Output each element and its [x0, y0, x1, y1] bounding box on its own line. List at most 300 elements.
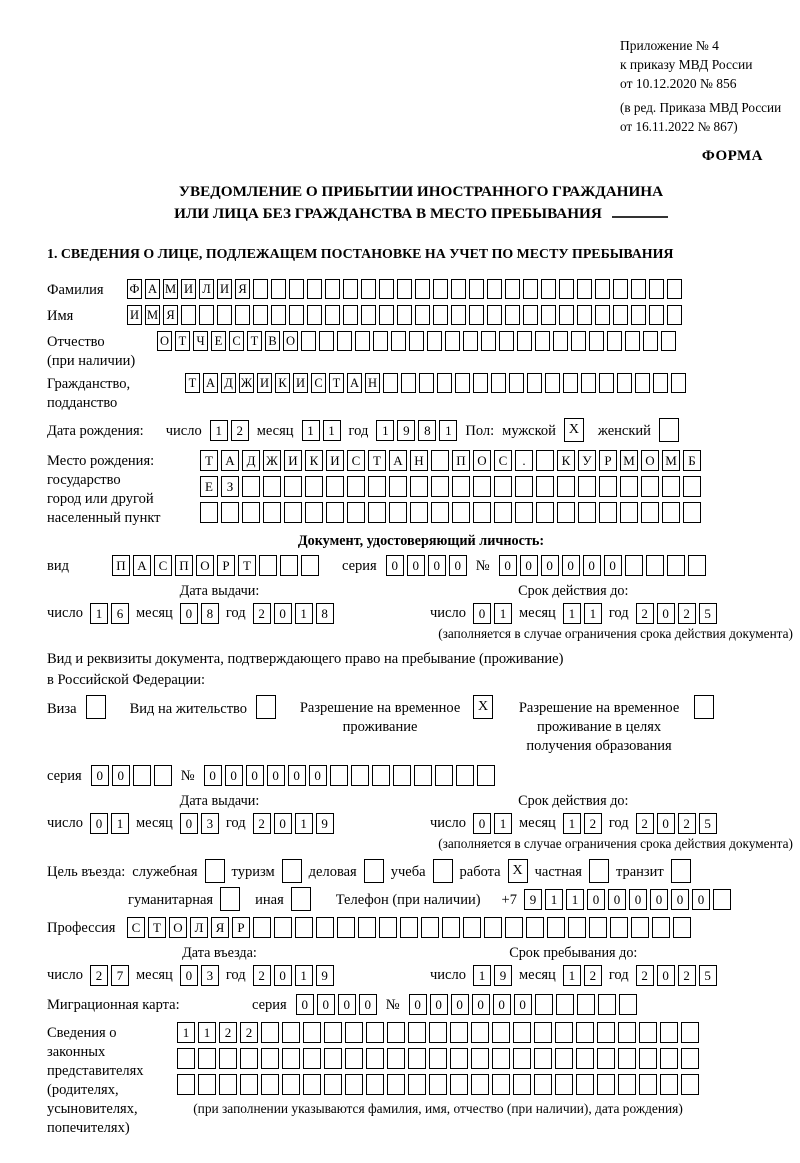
char-cell[interactable]: 2 [90, 965, 108, 986]
char-cell[interactable] [641, 476, 659, 497]
char-cell[interactable]: Р [217, 555, 235, 576]
char-cell[interactable] [319, 331, 334, 351]
char-cell[interactable] [429, 1074, 447, 1095]
char-cell[interactable] [499, 331, 514, 351]
gender-female-checkbox[interactable] [659, 418, 679, 442]
char-cell[interactable] [345, 1048, 363, 1069]
char-cell[interactable] [523, 279, 538, 299]
char-cell[interactable] [282, 1022, 300, 1043]
char-cell[interactable] [445, 331, 460, 351]
char-cell[interactable] [653, 373, 668, 393]
char-cell[interactable]: 2 [253, 965, 271, 986]
char-cell[interactable] [326, 502, 344, 523]
char-cell[interactable] [368, 502, 386, 523]
char-cell[interactable] [450, 1074, 468, 1095]
char-cell[interactable] [261, 1074, 279, 1095]
char-cell[interactable]: А [221, 450, 239, 471]
char-cell[interactable] [620, 502, 638, 523]
char-cell[interactable] [523, 305, 538, 325]
char-cell[interactable] [387, 1048, 405, 1069]
char-cell[interactable] [414, 765, 432, 786]
char-cell[interactable] [198, 1074, 216, 1095]
char-cell[interactable]: М [163, 279, 178, 299]
char-cell[interactable] [509, 373, 524, 393]
char-cell[interactable]: 0 [338, 994, 356, 1015]
purpose-other-checkbox[interactable] [291, 887, 311, 911]
char-cell[interactable]: 1 [302, 420, 320, 441]
char-cell[interactable] [397, 279, 412, 299]
char-cell[interactable] [433, 279, 448, 299]
char-cell[interactable]: 8 [201, 603, 219, 624]
char-cell[interactable] [652, 917, 670, 938]
char-cell[interactable] [242, 502, 260, 523]
char-cell[interactable]: 6 [111, 603, 129, 624]
char-cell[interactable]: О [169, 917, 187, 938]
char-cell[interactable] [618, 1022, 636, 1043]
char-cell[interactable] [555, 1048, 573, 1069]
char-cell[interactable]: 0 [608, 889, 626, 910]
char-cell[interactable]: 0 [274, 965, 292, 986]
char-cell[interactable]: Т [148, 917, 166, 938]
char-cell[interactable] [284, 476, 302, 497]
char-cell[interactable] [372, 765, 390, 786]
char-cell[interactable] [618, 1074, 636, 1095]
char-cell[interactable] [683, 476, 701, 497]
char-cell[interactable]: 1 [295, 603, 313, 624]
char-cell[interactable]: О [196, 555, 214, 576]
char-cell[interactable]: 1 [111, 813, 129, 834]
char-cell[interactable] [345, 1074, 363, 1095]
char-cell[interactable]: Ф [127, 279, 142, 299]
char-cell[interactable] [491, 373, 506, 393]
char-cell[interactable]: 3 [201, 813, 219, 834]
char-cell[interactable] [576, 1022, 594, 1043]
char-cell[interactable] [713, 889, 731, 910]
char-cell[interactable] [559, 305, 574, 325]
char-cell[interactable] [345, 1022, 363, 1043]
purpose-business-checkbox[interactable] [364, 859, 384, 883]
char-cell[interactable]: М [620, 450, 638, 471]
char-cell[interactable] [487, 305, 502, 325]
char-cell[interactable] [667, 555, 685, 576]
char-cell[interactable] [355, 331, 370, 351]
char-cell[interactable] [421, 917, 439, 938]
char-cell[interactable]: 0 [473, 603, 491, 624]
char-cell[interactable] [305, 476, 323, 497]
char-cell[interactable]: М [662, 450, 680, 471]
char-cell[interactable]: О [473, 450, 491, 471]
char-cell[interactable] [681, 1022, 699, 1043]
char-cell[interactable]: 0 [274, 813, 292, 834]
char-cell[interactable]: 0 [562, 555, 580, 576]
char-cell[interactable]: 2 [636, 813, 654, 834]
char-cell[interactable]: 5 [699, 813, 717, 834]
char-cell[interactable]: 1 [563, 965, 581, 986]
purpose-private-checkbox[interactable] [589, 859, 609, 883]
purpose-official-checkbox[interactable] [205, 859, 225, 883]
char-cell[interactable] [379, 279, 394, 299]
char-cell[interactable] [393, 765, 411, 786]
char-cell[interactable]: П [175, 555, 193, 576]
char-cell[interactable] [295, 917, 313, 938]
char-cell[interactable]: 0 [317, 994, 335, 1015]
char-cell[interactable] [557, 502, 575, 523]
char-cell[interactable] [610, 917, 628, 938]
char-cell[interactable] [429, 1048, 447, 1069]
char-cell[interactable]: Р [232, 917, 250, 938]
char-cell[interactable]: И [217, 279, 232, 299]
char-cell[interactable]: Ж [239, 373, 254, 393]
char-cell[interactable] [433, 305, 448, 325]
char-cell[interactable] [200, 502, 218, 523]
char-cell[interactable]: А [203, 373, 218, 393]
purpose-tourism-checkbox[interactable] [282, 859, 302, 883]
char-cell[interactable]: 2 [678, 603, 696, 624]
char-cell[interactable] [451, 279, 466, 299]
char-cell[interactable] [253, 305, 268, 325]
char-cell[interactable] [492, 1022, 510, 1043]
char-cell[interactable]: Т [247, 331, 262, 351]
char-cell[interactable]: 0 [629, 889, 647, 910]
char-cell[interactable] [625, 331, 640, 351]
char-cell[interactable] [581, 373, 596, 393]
residence-permit-checkbox[interactable] [256, 695, 276, 719]
char-cell[interactable] [373, 331, 388, 351]
char-cell[interactable] [271, 305, 286, 325]
gender-male-checkbox[interactable]: X [564, 418, 584, 442]
char-cell[interactable] [688, 555, 706, 576]
char-cell[interactable]: 1 [90, 603, 108, 624]
char-cell[interactable] [361, 305, 376, 325]
char-cell[interactable] [242, 476, 260, 497]
char-cell[interactable] [547, 917, 565, 938]
char-cell[interactable] [361, 279, 376, 299]
char-cell[interactable] [368, 476, 386, 497]
char-cell[interactable] [534, 1074, 552, 1095]
char-cell[interactable] [597, 1074, 615, 1095]
char-cell[interactable] [617, 373, 632, 393]
char-cell[interactable] [660, 1048, 678, 1069]
char-cell[interactable]: 1 [295, 813, 313, 834]
char-cell[interactable]: 1 [566, 889, 584, 910]
char-cell[interactable] [463, 331, 478, 351]
char-cell[interactable]: 0 [246, 765, 264, 786]
char-cell[interactable] [631, 917, 649, 938]
char-cell[interactable] [505, 305, 520, 325]
char-cell[interactable] [240, 1048, 258, 1069]
char-cell[interactable]: 0 [428, 555, 446, 576]
char-cell[interactable] [536, 476, 554, 497]
char-cell[interactable] [545, 373, 560, 393]
char-cell[interactable] [487, 279, 502, 299]
visa-checkbox[interactable] [86, 695, 106, 719]
char-cell[interactable] [289, 305, 304, 325]
char-cell[interactable]: 5 [699, 965, 717, 986]
char-cell[interactable] [379, 305, 394, 325]
char-cell[interactable]: 0 [180, 965, 198, 986]
char-cell[interactable]: 0 [650, 889, 668, 910]
char-cell[interactable]: 0 [541, 555, 559, 576]
char-cell[interactable]: 0 [671, 889, 689, 910]
char-cell[interactable] [305, 502, 323, 523]
char-cell[interactable]: 9 [494, 965, 512, 986]
char-cell[interactable] [177, 1074, 195, 1095]
char-cell[interactable]: М [145, 305, 160, 325]
char-cell[interactable] [667, 305, 682, 325]
char-cell[interactable] [536, 502, 554, 523]
temp-residence-edu-checkbox[interactable] [694, 695, 714, 719]
char-cell[interactable] [431, 476, 449, 497]
char-cell[interactable]: 2 [219, 1022, 237, 1043]
char-cell[interactable] [366, 1048, 384, 1069]
char-cell[interactable]: 0 [309, 765, 327, 786]
char-cell[interactable] [471, 1048, 489, 1069]
char-cell[interactable] [391, 331, 406, 351]
char-cell[interactable] [307, 279, 322, 299]
char-cell[interactable] [613, 279, 628, 299]
char-cell[interactable] [599, 476, 617, 497]
char-cell[interactable]: О [283, 331, 298, 351]
char-cell[interactable]: 2 [240, 1022, 258, 1043]
char-cell[interactable] [492, 1074, 510, 1095]
char-cell[interactable]: 5 [699, 603, 717, 624]
char-cell[interactable] [556, 994, 574, 1015]
char-cell[interactable] [673, 917, 691, 938]
char-cell[interactable] [219, 1048, 237, 1069]
char-cell[interactable] [450, 1022, 468, 1043]
char-cell[interactable]: А [133, 555, 151, 576]
char-cell[interactable] [427, 331, 442, 351]
char-cell[interactable] [571, 331, 586, 351]
char-cell[interactable]: 9 [316, 965, 334, 986]
char-cell[interactable]: С [229, 331, 244, 351]
char-cell[interactable] [639, 1048, 657, 1069]
char-cell[interactable]: Т [329, 373, 344, 393]
char-cell[interactable] [635, 373, 650, 393]
char-cell[interactable] [177, 1048, 195, 1069]
char-cell[interactable]: 0 [430, 994, 448, 1015]
char-cell[interactable] [469, 305, 484, 325]
char-cell[interactable]: 0 [90, 813, 108, 834]
char-cell[interactable]: 1 [376, 420, 394, 441]
char-cell[interactable] [589, 917, 607, 938]
char-cell[interactable] [316, 917, 334, 938]
char-cell[interactable] [578, 476, 596, 497]
char-cell[interactable]: С [347, 450, 365, 471]
char-cell[interactable] [301, 555, 319, 576]
char-cell[interactable] [463, 917, 481, 938]
char-cell[interactable]: Д [242, 450, 260, 471]
char-cell[interactable] [597, 1048, 615, 1069]
char-cell[interactable] [397, 305, 412, 325]
char-cell[interactable] [492, 1048, 510, 1069]
char-cell[interactable] [557, 476, 575, 497]
char-cell[interactable] [619, 994, 637, 1015]
char-cell[interactable] [555, 1022, 573, 1043]
char-cell[interactable] [568, 917, 586, 938]
char-cell[interactable] [284, 502, 302, 523]
char-cell[interactable] [473, 502, 491, 523]
char-cell[interactable] [631, 279, 646, 299]
char-cell[interactable] [473, 373, 488, 393]
char-cell[interactable]: Я [211, 917, 229, 938]
char-cell[interactable] [577, 279, 592, 299]
purpose-study-checkbox[interactable] [433, 859, 453, 883]
char-cell[interactable]: 2 [253, 603, 271, 624]
char-cell[interactable]: Т [185, 373, 200, 393]
char-cell[interactable] [471, 1074, 489, 1095]
char-cell[interactable] [219, 1074, 237, 1095]
char-cell[interactable] [517, 331, 532, 351]
char-cell[interactable] [419, 373, 434, 393]
char-cell[interactable] [683, 502, 701, 523]
char-cell[interactable] [253, 279, 268, 299]
char-cell[interactable]: С [311, 373, 326, 393]
char-cell[interactable] [198, 1048, 216, 1069]
char-cell[interactable]: 1 [563, 813, 581, 834]
char-cell[interactable]: В [265, 331, 280, 351]
char-cell[interactable] [505, 279, 520, 299]
char-cell[interactable] [589, 331, 604, 351]
char-cell[interactable]: А [145, 279, 160, 299]
char-cell[interactable] [607, 331, 622, 351]
char-cell[interactable] [435, 765, 453, 786]
char-cell[interactable]: 0 [180, 813, 198, 834]
char-cell[interactable]: Н [410, 450, 428, 471]
char-cell[interactable]: Е [200, 476, 218, 497]
char-cell[interactable]: Д [221, 373, 236, 393]
char-cell[interactable]: С [494, 450, 512, 471]
char-cell[interactable]: 0 [499, 555, 517, 576]
char-cell[interactable] [541, 305, 556, 325]
char-cell[interactable]: 0 [520, 555, 538, 576]
char-cell[interactable] [337, 917, 355, 938]
char-cell[interactable] [599, 373, 614, 393]
char-cell[interactable]: А [389, 450, 407, 471]
char-cell[interactable] [513, 1022, 531, 1043]
char-cell[interactable]: 2 [636, 965, 654, 986]
char-cell[interactable] [599, 502, 617, 523]
char-cell[interactable] [577, 994, 595, 1015]
char-cell[interactable]: 0 [583, 555, 601, 576]
char-cell[interactable]: 1 [198, 1022, 216, 1043]
char-cell[interactable] [555, 1074, 573, 1095]
char-cell[interactable] [133, 765, 151, 786]
char-cell[interactable] [526, 917, 544, 938]
char-cell[interactable] [681, 1074, 699, 1095]
char-cell[interactable] [620, 476, 638, 497]
char-cell[interactable]: 0 [296, 994, 314, 1015]
char-cell[interactable] [217, 305, 232, 325]
char-cell[interactable] [494, 502, 512, 523]
char-cell[interactable]: Т [368, 450, 386, 471]
char-cell[interactable] [494, 476, 512, 497]
char-cell[interactable] [324, 1074, 342, 1095]
char-cell[interactable]: К [305, 450, 323, 471]
char-cell[interactable]: С [154, 555, 172, 576]
char-cell[interactable]: 0 [692, 889, 710, 910]
char-cell[interactable] [452, 502, 470, 523]
char-cell[interactable]: 1 [473, 965, 491, 986]
char-cell[interactable]: 1 [295, 965, 313, 986]
char-cell[interactable]: Т [200, 450, 218, 471]
char-cell[interactable] [389, 476, 407, 497]
char-cell[interactable] [577, 305, 592, 325]
char-cell[interactable]: 0 [288, 765, 306, 786]
char-cell[interactable]: 0 [225, 765, 243, 786]
purpose-humanitarian-checkbox[interactable] [220, 887, 240, 911]
char-cell[interactable] [649, 279, 664, 299]
char-cell[interactable] [618, 1048, 636, 1069]
char-cell[interactable] [261, 1048, 279, 1069]
char-cell[interactable]: 1 [563, 603, 581, 624]
char-cell[interactable] [221, 502, 239, 523]
char-cell[interactable] [452, 476, 470, 497]
char-cell[interactable] [625, 555, 643, 576]
char-cell[interactable]: П [452, 450, 470, 471]
char-cell[interactable]: И [293, 373, 308, 393]
char-cell[interactable]: 2 [636, 603, 654, 624]
char-cell[interactable]: 2 [231, 420, 249, 441]
char-cell[interactable]: 8 [418, 420, 436, 441]
char-cell[interactable] [681, 1048, 699, 1069]
char-cell[interactable] [641, 502, 659, 523]
char-cell[interactable] [261, 1022, 279, 1043]
char-cell[interactable]: 8 [316, 603, 334, 624]
char-cell[interactable] [410, 476, 428, 497]
char-cell[interactable]: Р [599, 450, 617, 471]
char-cell[interactable] [473, 476, 491, 497]
char-cell[interactable]: Н [365, 373, 380, 393]
char-cell[interactable] [303, 1074, 321, 1095]
char-cell[interactable]: И [181, 279, 196, 299]
char-cell[interactable]: И [326, 450, 344, 471]
char-cell[interactable]: 0 [180, 603, 198, 624]
char-cell[interactable] [535, 994, 553, 1015]
char-cell[interactable] [671, 373, 686, 393]
char-cell[interactable] [442, 917, 460, 938]
char-cell[interactable]: 0 [587, 889, 605, 910]
char-cell[interactable] [469, 279, 484, 299]
char-cell[interactable]: 9 [524, 889, 542, 910]
char-cell[interactable] [613, 305, 628, 325]
char-cell[interactable] [649, 305, 664, 325]
char-cell[interactable]: 0 [657, 603, 675, 624]
char-cell[interactable] [429, 1022, 447, 1043]
char-cell[interactable] [280, 555, 298, 576]
char-cell[interactable] [324, 1048, 342, 1069]
char-cell[interactable] [330, 765, 348, 786]
char-cell[interactable]: О [157, 331, 172, 351]
char-cell[interactable]: С [127, 917, 145, 938]
char-cell[interactable]: 0 [407, 555, 425, 576]
char-cell[interactable] [643, 331, 658, 351]
char-cell[interactable] [639, 1022, 657, 1043]
char-cell[interactable] [282, 1074, 300, 1095]
char-cell[interactable] [667, 279, 682, 299]
char-cell[interactable] [235, 305, 250, 325]
char-cell[interactable] [661, 331, 676, 351]
char-cell[interactable] [347, 476, 365, 497]
char-cell[interactable]: 0 [472, 994, 490, 1015]
char-cell[interactable] [437, 373, 452, 393]
char-cell[interactable] [351, 765, 369, 786]
char-cell[interactable]: 0 [604, 555, 622, 576]
char-cell[interactable] [662, 476, 680, 497]
char-cell[interactable] [400, 917, 418, 938]
char-cell[interactable] [408, 1022, 426, 1043]
char-cell[interactable] [534, 1022, 552, 1043]
